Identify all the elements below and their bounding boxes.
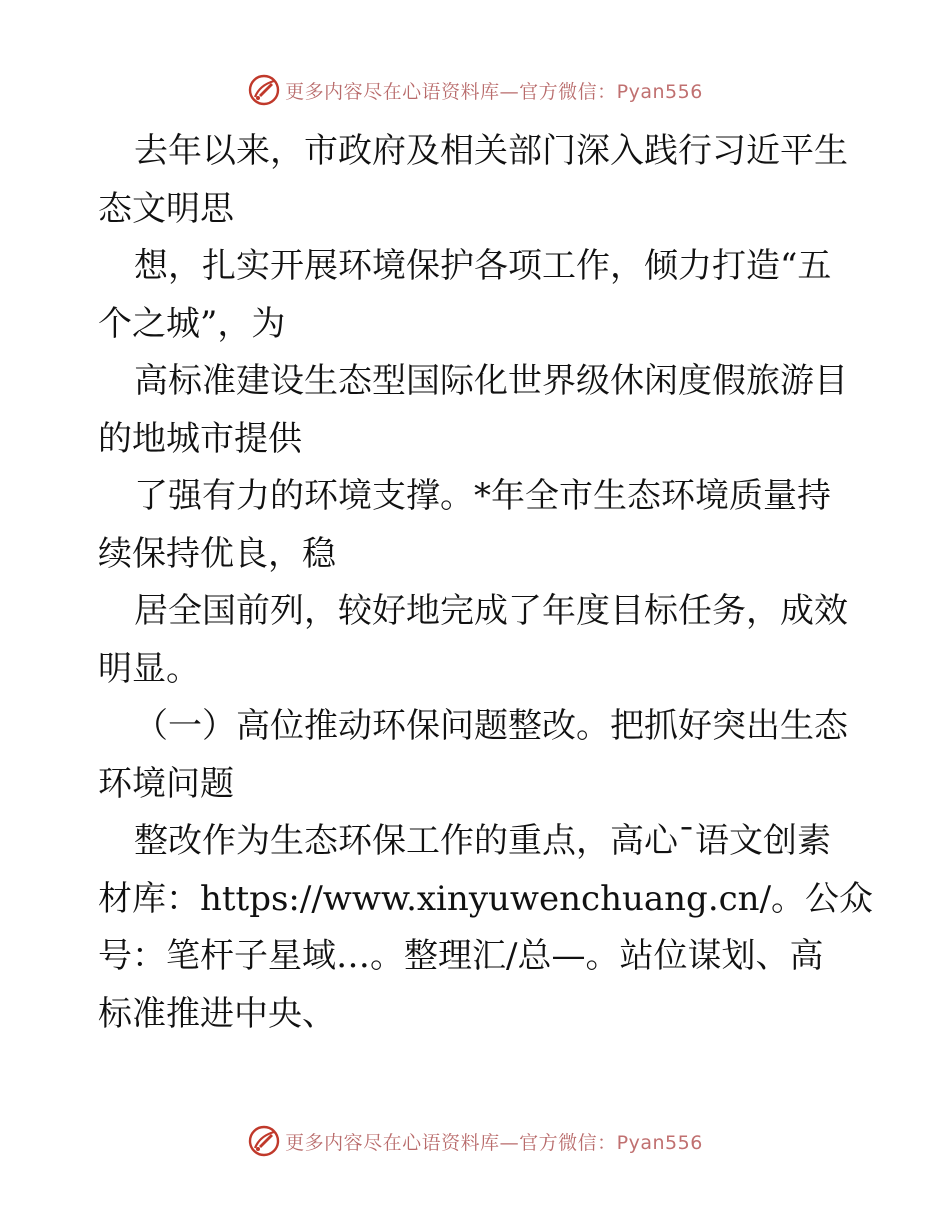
- footer-watermark-cn: 更多内容尽在心语资料库—官方微信：: [285, 1131, 617, 1154]
- header-watermark-cn: 更多内容尽在心语资料库—官方微信：: [285, 80, 617, 103]
- body-line: 了强有力的环境支撑。*年全市生态环境质量持: [134, 476, 831, 516]
- body-line: （一）高位推动环保问题整改。把抓好突出生态: [134, 706, 848, 746]
- body-line: 标准推进中央、: [98, 993, 336, 1034]
- body-line: 个之城”，为: [98, 303, 286, 344]
- body-line: 环境问题: [98, 763, 234, 804]
- body-line: 的地城市提供: [98, 418, 302, 459]
- body-line: 材库：https://www.xinyuwenchuang.cn/。公众: [98, 878, 874, 919]
- document-body: [98, 123, 874, 1043]
- pen-logo-icon: [247, 1124, 281, 1158]
- footer-watermark-banner: [0, 1121, 950, 1161]
- body-line: 态文明思: [98, 188, 234, 229]
- footer-watermark-en: Pyan556: [616, 1131, 703, 1154]
- pen-logo-icon: [247, 73, 281, 107]
- body-line: 续保持优良，稳: [98, 533, 336, 574]
- body-line: 居全国前列，较好地完成了年度目标任务，成效: [134, 591, 848, 631]
- header-watermark-en: Pyan556: [616, 80, 703, 103]
- body-line: 号：笔杆子星域…。整理汇/总—。站位谋划、高: [98, 936, 824, 976]
- header-watermark-text: [285, 77, 703, 104]
- footer-watermark-text: [285, 1128, 703, 1155]
- body-line: 整改作为生态环保工作的重点，高心¯语文创素: [134, 821, 831, 861]
- header-watermark-banner: [0, 70, 950, 110]
- body-line: 明显。: [98, 648, 200, 689]
- body-line: 高标准建设生态型国际化世界级休闲度假旅游目: [134, 361, 848, 401]
- body-line: 去年以来，市政府及相关部门深入践行习近平生: [134, 131, 848, 171]
- body-line: 想，扎实开展环境保护各项工作，倾力打造“五: [134, 246, 832, 286]
